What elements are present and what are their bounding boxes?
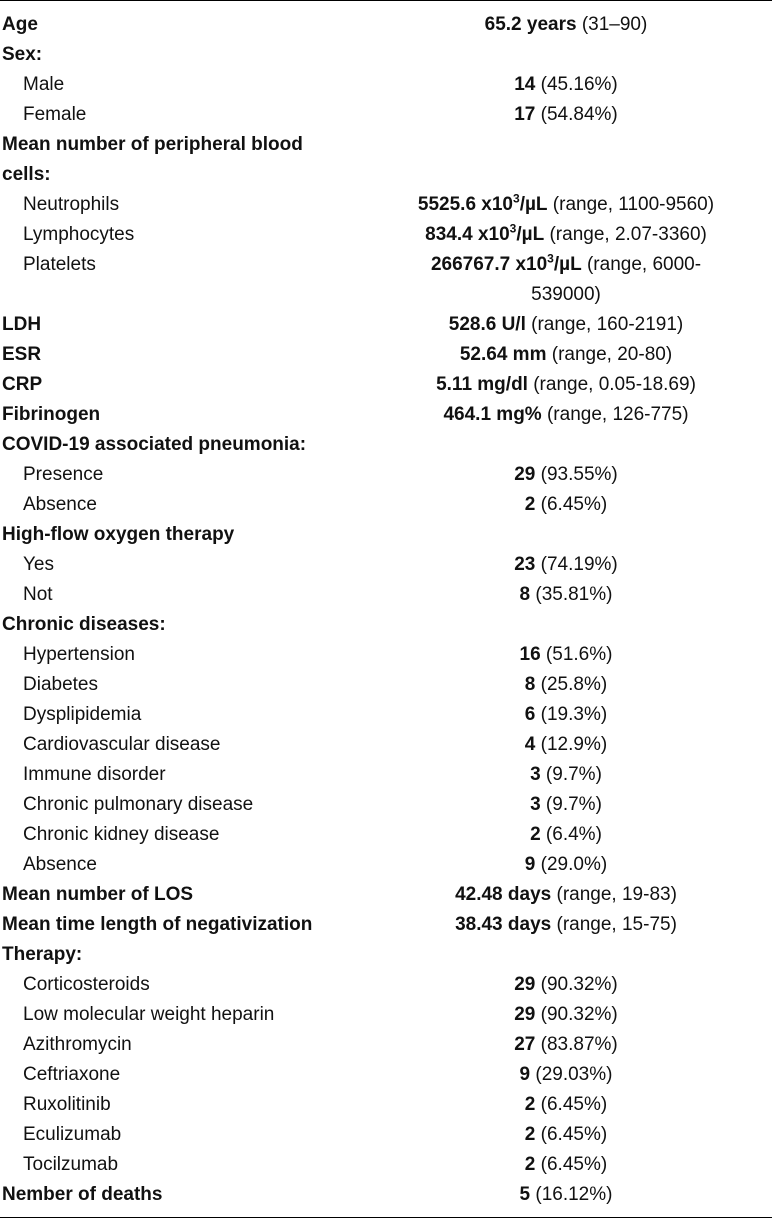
row-value (360, 970, 772, 1000)
value-detail: (6.45%) (535, 494, 608, 515)
value-bold: 16 (519, 644, 541, 665)
row-value (360, 670, 772, 700)
table-row (0, 1180, 772, 1210)
row-label: Dysplipidemia (23, 704, 142, 725)
table-row (0, 700, 772, 730)
row-label: Female (23, 104, 87, 125)
table-row (0, 910, 772, 940)
value-bold: 5 (519, 1184, 531, 1205)
value-detail: (range, 160-2191) (525, 314, 684, 335)
value-detail: (45.16%) (535, 74, 618, 95)
row-value (360, 430, 772, 460)
value-detail: (90.32%) (535, 1004, 618, 1025)
table-row (0, 250, 772, 280)
value-detail: (29.0%) (535, 854, 608, 875)
row-label: Tocilzumab (23, 1154, 119, 1175)
row-value (360, 1000, 772, 1030)
value-bold: 8 (519, 584, 531, 605)
row-label: Mean number of peripheral blood (2, 134, 303, 155)
table-row (0, 970, 772, 1000)
value-detail: (range, 126-775) (541, 404, 689, 425)
table-row (0, 1030, 772, 1060)
value-bold: 5.11 mg/dl (436, 374, 528, 395)
row-value (360, 1030, 772, 1060)
value-detail: (19.3%) (535, 704, 608, 725)
value-bold: 9 (524, 854, 536, 875)
value-bold: 3 (530, 794, 541, 815)
value-detail: (29.03%) (530, 1064, 613, 1085)
value-unit: /µL (516, 224, 545, 245)
row-value (360, 940, 772, 970)
row-value (360, 1120, 772, 1150)
row-label: Ruxolitinib (23, 1094, 111, 1115)
table-row (0, 640, 772, 670)
row-label: Chronic kidney disease (23, 824, 220, 845)
table-row (0, 190, 772, 220)
value-bold: 2 (530, 824, 541, 845)
value-bold: 14 (514, 74, 536, 95)
value-detail: (90.32%) (535, 974, 618, 995)
value-bold: 6 (524, 704, 536, 725)
row-value (360, 640, 772, 670)
row-label: cells: (2, 164, 51, 185)
table-row (0, 40, 772, 70)
row-label: Ceftriaxone (23, 1064, 121, 1085)
table-row (0, 430, 772, 460)
value-bold: 5525.6 x10 (417, 194, 513, 215)
value-bold: 2 (524, 1154, 536, 1175)
table-row (0, 580, 772, 610)
row-value (360, 370, 772, 400)
value-bold: 38.43 days (455, 914, 552, 935)
value-bold: 834.4 x10 (425, 224, 510, 245)
value-detail: (range, 20-80) (546, 344, 673, 365)
row-label: Platelets (23, 254, 96, 275)
value-superscript: 3 (509, 221, 517, 236)
superscript (513, 192, 520, 206)
value-bold: 8 (524, 674, 536, 695)
table-row (0, 70, 772, 100)
value-detail: (range, 6000- (581, 254, 702, 275)
value-detail: (74.19%) (535, 554, 618, 575)
table-row (0, 400, 772, 430)
table-row (0, 790, 772, 820)
row-value (360, 130, 772, 160)
row-label: Absence (23, 854, 97, 875)
value-detail: (6.45%) (535, 1154, 608, 1175)
row-value (360, 40, 772, 70)
row-value (360, 550, 772, 580)
value-detail: (range, 2.07-3360) (544, 224, 707, 245)
table-row (0, 490, 772, 520)
row-value (360, 730, 772, 760)
row-value (360, 700, 772, 730)
table-row (0, 520, 772, 550)
row-value (360, 100, 772, 130)
value-detail: (25.8%) (535, 674, 608, 695)
value-detail: (83.87%) (535, 1034, 618, 1055)
row-value (360, 310, 772, 340)
table-row (0, 550, 772, 580)
value-detail: (range, 1100-9560) (547, 194, 715, 215)
value-detail: 539000) (531, 284, 601, 305)
row-value (360, 760, 772, 790)
row-label: Chronic diseases: (2, 614, 166, 635)
value-bold: 17 (514, 104, 536, 125)
value-bold: 2 (524, 1124, 536, 1145)
row-label: Age (2, 14, 38, 35)
table-row (0, 1000, 772, 1030)
row-value (360, 820, 772, 850)
row-label: Lymphocytes (23, 224, 135, 245)
row-label (0, 280, 360, 310)
row-label: Yes (23, 554, 54, 575)
row-value (360, 490, 772, 520)
value-bold: 29 (514, 974, 536, 995)
row-label: Diabetes (23, 674, 98, 695)
row-label: Azithromycin (23, 1034, 132, 1055)
value-superscript: 3 (513, 191, 520, 206)
table-row (0, 160, 772, 190)
table-row (0, 940, 772, 970)
row-value (360, 790, 772, 820)
row-value (360, 460, 772, 490)
table-row (0, 10, 772, 40)
value-detail: (12.9%) (535, 734, 608, 755)
row-label: Male (23, 74, 65, 95)
table-row (0, 1150, 772, 1180)
row-value (360, 1150, 772, 1180)
row-label: Absence (23, 494, 97, 515)
table-row (0, 730, 772, 760)
row-label: Hypertension (23, 644, 135, 665)
value-bold: 464.1 mg% (443, 404, 542, 425)
table-row (0, 1120, 772, 1150)
row-label: COVID-19 associated pneumonia: (2, 434, 307, 455)
row-label: Presence (23, 464, 104, 485)
value-bold: 29 (514, 464, 536, 485)
row-label: Corticosteroids (23, 974, 150, 995)
value-detail: (range, 19-83) (551, 884, 677, 905)
value-detail: (51.6%) (540, 644, 613, 665)
row-value (360, 340, 772, 370)
row-label: Mean number of LOS (2, 884, 194, 905)
value-superscript: 3 (547, 251, 554, 266)
row-label: Neutrophils (23, 194, 120, 215)
table-top-rule (0, 0, 772, 1)
row-label: Not (23, 584, 53, 605)
value-detail: (16.12%) (530, 1184, 613, 1205)
row-value (360, 880, 772, 910)
value-detail: (35.81%) (530, 584, 613, 605)
table-row (0, 850, 772, 880)
value-bold: 266767.7 x10 (430, 254, 548, 275)
table-row (0, 880, 772, 910)
value-bold: 528.6 U/l (448, 314, 526, 335)
row-value (360, 250, 772, 280)
table-row (0, 340, 772, 370)
table-row (0, 370, 772, 400)
row-label: Sex: (2, 44, 43, 65)
row-value (360, 580, 772, 610)
row-label: Nember of deaths (2, 1184, 163, 1205)
table-row (0, 610, 772, 640)
table-body (0, 10, 772, 1210)
value-detail: (9.7%) (540, 764, 602, 785)
table-row (0, 670, 772, 700)
row-label: Cardiovascular disease (23, 734, 221, 755)
row-value (360, 280, 772, 310)
value-detail: (range, 15-75) (551, 914, 677, 935)
value-detail: (6.4%) (540, 824, 602, 845)
row-label: High-flow oxygen therapy (2, 524, 235, 545)
table-row (0, 130, 772, 160)
row-value (360, 220, 772, 250)
table-row (0, 310, 772, 340)
superscript (547, 252, 554, 266)
value-bold: 23 (514, 554, 536, 575)
table-row (0, 280, 772, 310)
table-row (0, 820, 772, 850)
value-detail: (31–90) (576, 14, 648, 35)
row-label: ESR (2, 344, 42, 365)
value-unit: /µL (519, 194, 548, 215)
row-value (360, 1090, 772, 1120)
value-unit: /µL (553, 254, 582, 275)
row-value (360, 70, 772, 100)
row-label: Chronic pulmonary disease (23, 794, 254, 815)
row-value (360, 1180, 772, 1210)
row-value (360, 610, 772, 640)
value-bold: 29 (514, 1004, 536, 1025)
value-bold: 27 (514, 1034, 536, 1055)
row-value (360, 400, 772, 430)
row-value (360, 520, 772, 550)
table-row (0, 220, 772, 250)
value-bold: 2 (524, 1094, 536, 1115)
value-detail: (54.84%) (535, 104, 618, 125)
value-bold: 9 (519, 1064, 531, 1085)
value-bold: 52.64 mm (459, 344, 547, 365)
table-row (0, 100, 772, 130)
row-label: CRP (2, 374, 43, 395)
row-label: Fibrinogen (2, 404, 101, 425)
table-row (0, 760, 772, 790)
value-detail: (9.7%) (540, 794, 602, 815)
value-detail: (6.45%) (535, 1094, 608, 1115)
row-label: LDH (2, 314, 42, 335)
row-value (360, 10, 772, 40)
value-bold: 65.2 years (484, 14, 577, 35)
value-bold: 42.48 days (455, 884, 552, 905)
table-bottom-rule (0, 1217, 772, 1218)
patient-characteristics-table (0, 10, 772, 1210)
value-detail: (93.55%) (535, 464, 618, 485)
table-row (0, 460, 772, 490)
row-value (360, 910, 772, 940)
row-value (360, 1060, 772, 1090)
row-label: Low molecular weight heparin (23, 1004, 275, 1025)
value-bold: 4 (524, 734, 536, 755)
row-label: Immune disorder (23, 764, 166, 785)
row-label: Eculizumab (23, 1124, 122, 1145)
value-bold: 2 (524, 494, 536, 515)
row-value (360, 190, 772, 220)
row-label: Mean time length of negativization (2, 914, 313, 935)
value-detail: (6.45%) (535, 1124, 608, 1145)
table-row (0, 1090, 772, 1120)
row-value (360, 850, 772, 880)
value-detail: (range, 0.05-18.69) (527, 374, 696, 395)
row-label: Therapy: (2, 944, 83, 965)
value-bold: 3 (530, 764, 541, 785)
table-row (0, 1060, 772, 1090)
row-value (360, 160, 772, 190)
